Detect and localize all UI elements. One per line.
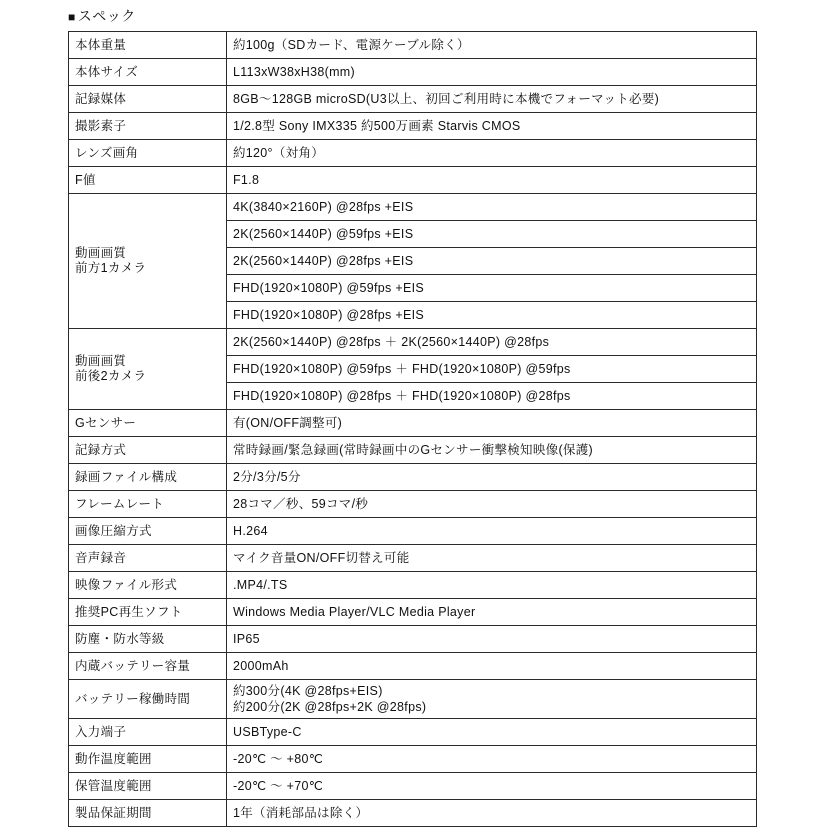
- row-label: 画像圧縮方式: [69, 518, 227, 545]
- table-row: [69, 680, 757, 719]
- row-value-line2: 約200分(2K @28fps+2K @28fps): [233, 700, 427, 714]
- row-value-line1: 約300分(4K @28fps+EIS): [233, 684, 383, 698]
- row-value: 28コマ／秒、59コマ/秒: [227, 491, 757, 518]
- bullet-icon: ■: [68, 10, 76, 24]
- row-value-battery: [227, 680, 757, 719]
- table-row: [69, 572, 757, 599]
- row-value: 1年（消耗部品は除く）: [227, 800, 757, 827]
- row-value: マイク音量ON/OFF切替え可能: [227, 545, 757, 572]
- row-label: 動作温度範囲: [69, 746, 227, 773]
- table-row: [69, 167, 757, 194]
- table-row: [69, 626, 757, 653]
- row-value: 8GB〜128GB microSD(U3以上、初回ご利用時に本機でフォーマット必要): [227, 86, 757, 113]
- table-row: [69, 719, 757, 746]
- row-label: 推奨PC再生ソフト: [69, 599, 227, 626]
- table-row: [69, 140, 757, 167]
- row-value: 約120°（対角）: [227, 140, 757, 167]
- row-label: Gセンサー: [69, 410, 227, 437]
- row-value: FHD(1920×1080P) @28fps +EIS: [227, 302, 757, 329]
- row-label-line2: 前後2カメラ: [75, 369, 147, 383]
- table-row: [69, 410, 757, 437]
- row-label: 製品保証期間: [69, 800, 227, 827]
- row-value: 2K(2560×1440P) @28fps ＋ 2K(2560×1440P) @28fps: [227, 329, 757, 356]
- row-value: 1/2.8型 Sony IMX335 約500万画素 Starvis CMOS: [227, 113, 757, 140]
- row-label: 映像ファイル形式: [69, 572, 227, 599]
- row-label: バッテリー稼働時間: [69, 680, 227, 719]
- row-label-front-camera: [69, 194, 227, 329]
- row-value: FHD(1920×1080P) @59fps ＋ FHD(1920×1080P) @59fps: [227, 356, 757, 383]
- row-value: USBType-C: [227, 719, 757, 746]
- row-label: 音声録音: [69, 545, 227, 572]
- table-row: [69, 86, 757, 113]
- row-label: F値: [69, 167, 227, 194]
- row-label-line1: 動画画質: [75, 354, 127, 368]
- row-value: FHD(1920×1080P) @28fps ＋ FHD(1920×1080P) @28fps: [227, 383, 757, 410]
- row-value: 有(ON/OFF調整可): [227, 410, 757, 437]
- row-value: Windows Media Player/VLC Media Player: [227, 599, 757, 626]
- table-row: [69, 653, 757, 680]
- row-value: FHD(1920×1080P) @59fps +EIS: [227, 275, 757, 302]
- table-row: [69, 773, 757, 800]
- row-label: 内蔵バッテリー容量: [69, 653, 227, 680]
- spec-table: [68, 31, 757, 827]
- row-value: H.264: [227, 518, 757, 545]
- table-row: [69, 518, 757, 545]
- table-row: [69, 464, 757, 491]
- page-title-text: スペック: [77, 8, 136, 24]
- row-value: 2000mAh: [227, 653, 757, 680]
- table-row: [69, 599, 757, 626]
- table-row: [69, 194, 757, 221]
- row-label: レンズ画角: [69, 140, 227, 167]
- row-label: 入力端子: [69, 719, 227, 746]
- row-value: 2K(2560×1440P) @28fps +EIS: [227, 248, 757, 275]
- row-value: 約100g（SDカード、電源ケーブル除く）: [227, 32, 757, 59]
- row-label: 本体重量: [69, 32, 227, 59]
- row-value: F1.8: [227, 167, 757, 194]
- row-label-line1: 動画画質: [75, 246, 127, 260]
- row-label: 撮影素子: [69, 113, 227, 140]
- row-value: 常時録画/緊急録画(常時録画中のGセンサー衝撃検知映像(保護): [227, 437, 757, 464]
- table-row: [69, 800, 757, 827]
- row-label: 録画ファイル構成: [69, 464, 227, 491]
- row-label: 記録方式: [69, 437, 227, 464]
- row-label: 記録媒体: [69, 86, 227, 113]
- row-value: .MP4/.TS: [227, 572, 757, 599]
- table-row: [69, 32, 757, 59]
- table-row: [69, 437, 757, 464]
- row-value: IP65: [227, 626, 757, 653]
- row-label-dual-camera: [69, 329, 227, 410]
- row-value: 2K(2560×1440P) @59fps +EIS: [227, 221, 757, 248]
- table-row: [69, 329, 757, 356]
- table-row: [69, 545, 757, 572]
- row-label: 保管温度範囲: [69, 773, 227, 800]
- row-value: -20℃ 〜 +80℃: [227, 746, 757, 773]
- row-value: L113xW38xH38(mm): [227, 59, 757, 86]
- row-label: 本体サイズ: [69, 59, 227, 86]
- row-value: -20℃ 〜 +70℃: [227, 773, 757, 800]
- row-label: フレームレート: [69, 491, 227, 518]
- row-label: 防塵・防水等級: [69, 626, 227, 653]
- row-value: 2分/3分/5分: [227, 464, 757, 491]
- table-row: [69, 491, 757, 518]
- row-label-line2: 前方1カメラ: [75, 261, 147, 275]
- row-value: 4K(3840×2160P) @28fps +EIS: [227, 194, 757, 221]
- table-row: [69, 113, 757, 140]
- table-row: [69, 746, 757, 773]
- table-row: [69, 59, 757, 86]
- page-title: [68, 8, 828, 25]
